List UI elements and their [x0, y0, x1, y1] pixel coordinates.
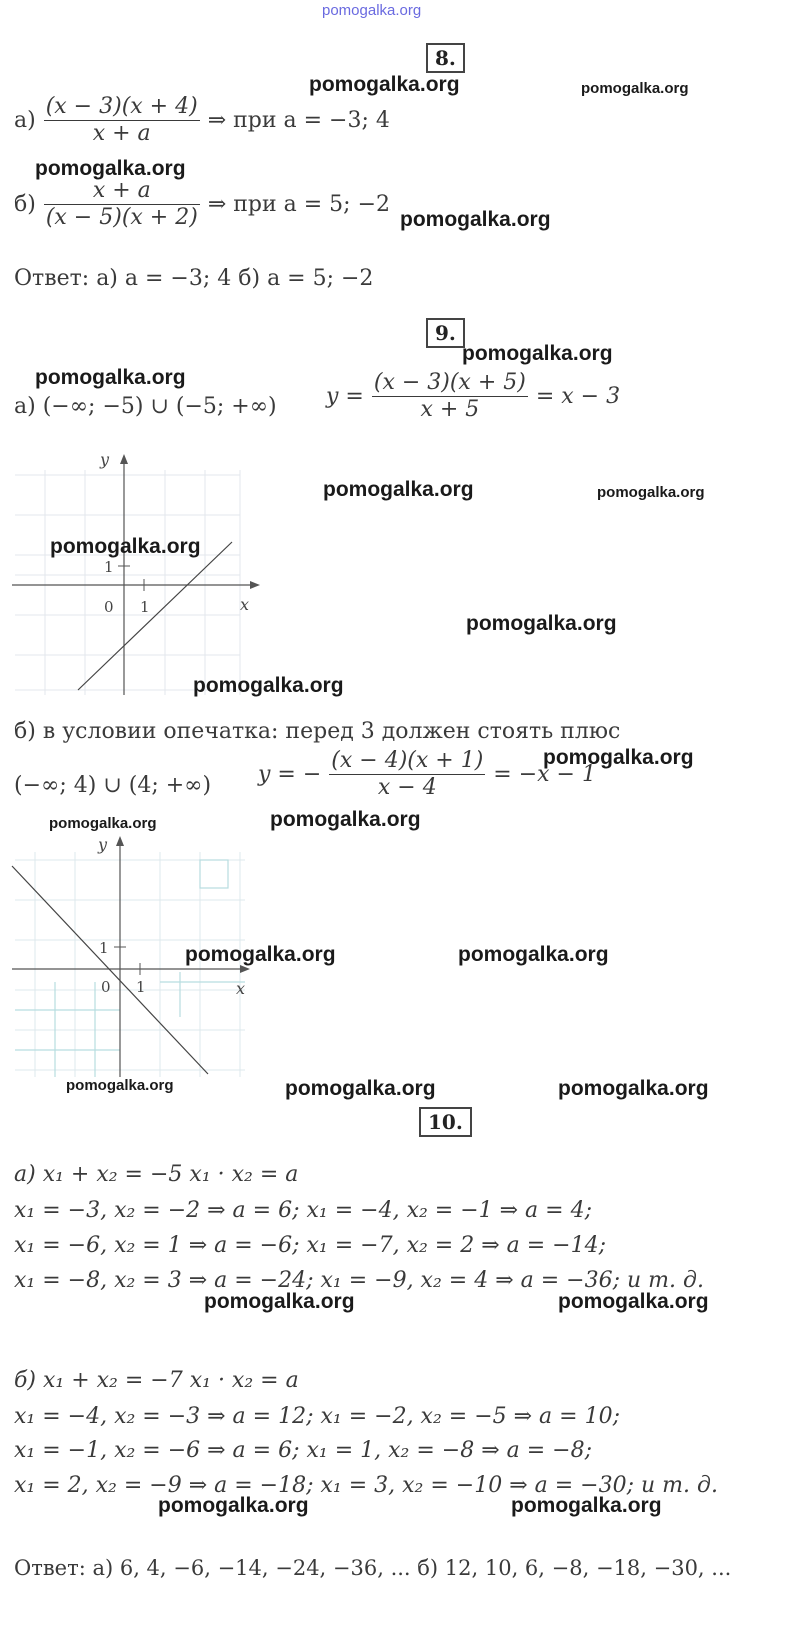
watermark: pomogalka.org	[285, 1077, 436, 1100]
problem-8-b	[14, 178, 390, 231]
watermark: pomogalka.org	[35, 366, 186, 389]
problem-9-number: 9.	[426, 318, 465, 348]
p9-a-equation	[326, 370, 620, 423]
graph-b-one-x: 1	[136, 978, 146, 996]
graph-a-one-y: 1	[104, 558, 114, 576]
watermark: pomogalka.org	[185, 943, 336, 966]
watermark: pomogalka.org	[511, 1494, 662, 1517]
watermark: pomogalka.org	[543, 746, 694, 769]
graph-b-zero: 0	[101, 978, 111, 996]
graph-a-line	[78, 542, 232, 690]
p9-a-denominator: x + 5	[372, 396, 528, 423]
graph-a-zero: 0	[104, 598, 114, 616]
watermark: pomogalka.org	[309, 73, 460, 96]
p8-a-label: а)	[14, 107, 36, 133]
graph-b-line	[12, 866, 208, 1074]
watermark: pomogalka.org	[466, 612, 617, 635]
p9-b-fraction	[329, 748, 485, 801]
graph-a-x-label: x	[240, 595, 250, 614]
p10-b-line-1: б) x₁ + x₂ = −7 x₁ · x₂ = a	[14, 1368, 299, 1393]
p8-b-fraction	[44, 178, 200, 231]
watermark: pomogalka.org	[270, 808, 421, 831]
p9-a-result: = x − 3	[535, 383, 621, 409]
watermark: pomogalka.org	[581, 80, 689, 97]
p10-b-line-2: x₁ = −4, x₂ = −3 ⇒ a = 12; x₁ = −2, x₂ = −5 ⇒ a = 10;	[14, 1404, 620, 1429]
watermark: pomogalka.org	[597, 484, 705, 501]
p9-b-domain: (−∞; 4) ∪ (4; +∞)	[14, 773, 212, 798]
watermark: pomogalka.org	[50, 535, 201, 558]
graph-b-x-label: x	[236, 979, 246, 998]
watermark-top: pomogalka.org	[322, 2, 422, 19]
p8-a-result: ⇒ при a = −3; 4	[207, 107, 390, 133]
p9-a-fraction	[372, 370, 528, 423]
p9-b-numerator: (x − 4)(x + 1)	[331, 748, 484, 773]
p10-a-line-3: x₁ = −6, x₂ = 1 ⇒ a = −6; x₁ = −7, x₂ = 2 ⇒ a = −14;	[14, 1233, 607, 1258]
p10-b-line-4: x₁ = 2, x₂ = −9 ⇒ a = −18; x₁ = 3, x₂ = −10 ⇒ a = −30; и т. д.	[14, 1473, 718, 1498]
graph-a	[10, 450, 265, 698]
p8-a-fraction	[44, 94, 200, 147]
p9-b-denominator: x − 4	[329, 774, 485, 801]
problem-8-a	[14, 94, 390, 147]
problem-10-number: 10.	[419, 1107, 472, 1137]
graph-b-one-y: 1	[99, 939, 109, 957]
p8-a-denominator: x + a	[44, 120, 200, 147]
p10-b-line-3: x₁ = −1, x₂ = −6 ⇒ a = 6; x₁ = 1, x₂ = −8 ⇒ a = −8;	[14, 1438, 593, 1463]
graph-b-y-label: y	[98, 835, 108, 854]
p9-b-y: y = −	[258, 761, 322, 787]
problem-10-answer: Ответ: а) 6, 4, −6, −14, −24, −36, ... б) 12, 10, 6, −8, −18, −30, ...	[14, 1556, 732, 1580]
watermark: pomogalka.org	[558, 1077, 709, 1100]
p9-b-note: б) в условии опечатка: перед 3 должен стоять плюс	[14, 719, 621, 744]
p9-b-result: = −x − 1	[493, 761, 596, 787]
problem-8-number: 8.	[426, 43, 465, 73]
watermark: pomogalka.org	[193, 674, 344, 697]
watermark: pomogalka.org	[462, 342, 613, 365]
watermark: pomogalka.org	[66, 1077, 174, 1094]
p9-a-y: y =	[326, 383, 364, 409]
graph-a-y-label: y	[100, 450, 110, 469]
watermark: pomogalka.org	[400, 208, 551, 231]
problem-8-answer: Ответ: а) a = −3; 4 б) a = 5; −2	[14, 266, 374, 291]
p10-a-line-2: x₁ = −3, x₂ = −2 ⇒ a = 6; x₁ = −4, x₂ = −1 ⇒ a = 4;	[14, 1198, 593, 1223]
p8-b-denominator: (x − 5)(x + 2)	[45, 205, 198, 230]
p10-a-line-1: а) x₁ + x₂ = −5 x₁ · x₂ = a	[14, 1162, 299, 1187]
p8-b-result: ⇒ при a = 5; −2	[207, 191, 391, 217]
watermark: pomogalka.org	[323, 478, 474, 501]
p8-a-numerator: (x − 3)(x + 4)	[45, 94, 198, 119]
watermark: pomogalka.org	[458, 943, 609, 966]
watermark: pomogalka.org	[158, 1494, 309, 1517]
p9-a-numerator: (x − 3)(x + 5)	[373, 370, 526, 395]
p9-a-domain: а) (−∞; −5) ∪ (−5; +∞)	[14, 394, 277, 419]
watermark: pomogalka.org	[49, 815, 157, 832]
p8-b-label: б)	[14, 191, 36, 217]
watermark: pomogalka.org	[35, 157, 186, 180]
graph-a-one-x: 1	[140, 598, 150, 616]
watermark: pomogalka.org	[204, 1290, 355, 1313]
p10-a-line-4: x₁ = −8, x₂ = 3 ⇒ a = −24; x₁ = −9, x₂ = 4 ⇒ a = −36; и т. д.	[14, 1268, 704, 1293]
p8-b-numerator: x + a	[92, 178, 151, 203]
watermark: pomogalka.org	[558, 1290, 709, 1313]
